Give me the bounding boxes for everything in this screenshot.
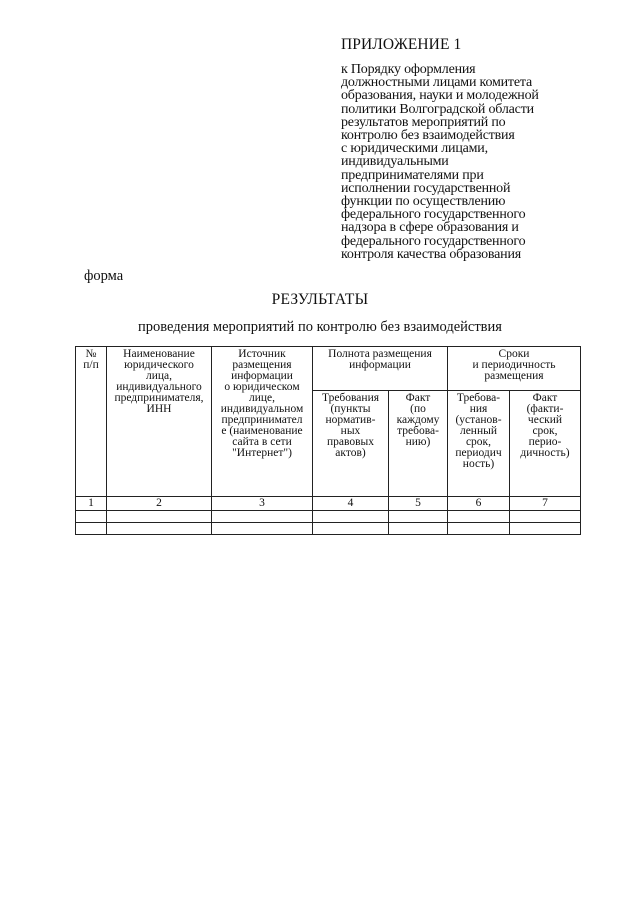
text-line: федерального государственного: [341, 207, 526, 223]
text-line: информации: [231, 370, 293, 382]
text-line: индивидуального: [116, 381, 202, 393]
text-line: (факти-: [526, 403, 564, 415]
text-line: политики Волгоградской области: [341, 101, 534, 117]
column-number: 4: [313, 497, 389, 511]
text-line: периодич: [455, 447, 502, 459]
header-info-source: [212, 347, 313, 497]
text-line: предпринимателя,: [114, 392, 204, 404]
text-line: ность): [462, 458, 495, 470]
header-timing: [448, 347, 581, 391]
text-line: №: [85, 348, 97, 360]
header-fact: [389, 391, 448, 497]
text-line: перио-: [528, 436, 562, 448]
text-line: индивидуальными: [341, 154, 449, 170]
appendix-text: [341, 63, 611, 261]
text-line: контроля качества образования: [341, 246, 521, 262]
text-line: исполнении государственной: [341, 180, 511, 196]
text-line: срок,: [465, 436, 492, 448]
text-line: требова-: [397, 425, 439, 437]
form-label: форма: [84, 268, 124, 284]
text-line: (по: [410, 403, 426, 415]
text-line: должностными лицами комитета: [341, 75, 532, 91]
text-line: лица,: [145, 370, 173, 382]
text-line: каждому: [396, 414, 440, 426]
column-number: 1: [76, 497, 107, 511]
text-line: Факт: [532, 392, 558, 404]
text-line: федерального государственного: [341, 233, 526, 249]
text-line: индивидуальном: [220, 403, 304, 415]
text-line: размещения: [484, 370, 544, 382]
text-line: предпринимателями при: [341, 167, 484, 183]
text-line: лице,: [248, 392, 276, 404]
text-line: юридического: [124, 359, 194, 371]
column-number: 3: [212, 497, 313, 511]
text-line: Наименование: [123, 348, 195, 360]
text-line: (пункты: [330, 403, 371, 415]
appendix-title: ПРИЛОЖЕНИЕ 1: [341, 36, 462, 53]
text-line: предпринимател: [221, 414, 303, 426]
text-line: ных: [340, 425, 361, 437]
text-line: размещения: [232, 359, 292, 371]
column-number: 7: [510, 497, 581, 511]
text-line: е (наименование: [221, 425, 303, 437]
results-table: [75, 346, 581, 535]
header-entity-name: [107, 347, 212, 497]
text-line: ния: [469, 403, 488, 415]
column-numbers-row: [76, 497, 581, 511]
header-number: [76, 347, 107, 497]
text-line: и периодичность: [472, 359, 556, 371]
text-line: о юридическом: [224, 381, 300, 393]
text-line: (установ-: [455, 414, 502, 426]
text-line: Требования: [321, 392, 380, 404]
text-line: правовых: [326, 436, 375, 448]
text-line: актов): [335, 447, 366, 459]
text-line: дичность): [520, 447, 570, 459]
header-completeness: [313, 347, 448, 391]
text-line: норматив-: [325, 414, 376, 426]
text-line: к Порядку оформления: [341, 62, 476, 77]
column-number: 6: [448, 497, 510, 511]
text-line: Источник: [238, 348, 286, 360]
column-number: 2: [107, 497, 212, 511]
text-line: с юридическими лицами,: [341, 141, 488, 157]
text-line: сайта в сети: [232, 436, 292, 448]
table-row: [76, 511, 581, 523]
text-line: информации: [349, 359, 411, 371]
text-line: ленный: [459, 425, 498, 437]
text-line: Требова-: [456, 392, 501, 404]
document-subtitle: проведения мероприятий по контролю без взаимодействия: [138, 319, 502, 335]
header-timing-fact: [510, 391, 581, 497]
header-timing-requirements: [448, 391, 510, 497]
text-line: Полнота размещения: [328, 348, 432, 360]
text-line: нию): [405, 436, 431, 448]
text-line: контролю без взаимодействия: [341, 128, 515, 144]
text-line: надзора в сфере образования и: [341, 220, 519, 236]
text-line: результатов мероприятий по: [341, 114, 506, 130]
text-line: ИНН: [146, 403, 172, 415]
appendix-block: [341, 36, 611, 261]
text-line: функции по осуществлению: [341, 194, 506, 210]
text-line: п/п: [83, 359, 99, 371]
text-line: ческий: [527, 414, 563, 426]
column-number: 5: [389, 497, 448, 511]
table-row: [76, 523, 581, 535]
text-line: Факт: [405, 392, 431, 404]
text-line: "Интернет"): [232, 447, 292, 459]
text-line: Сроки: [498, 348, 530, 360]
text-line: срок,: [532, 425, 558, 437]
header-requirements: [313, 391, 389, 497]
document-title: РЕЗУЛЬТАТЫ: [271, 291, 369, 308]
text-line: образования, науки и молодежной: [341, 88, 539, 104]
